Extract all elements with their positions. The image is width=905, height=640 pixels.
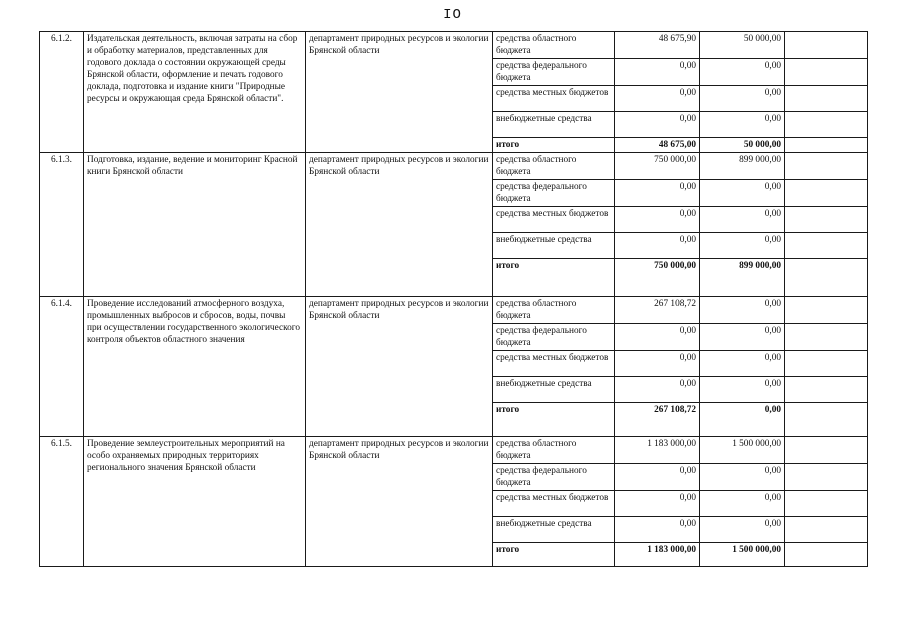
amount-year-1: 750 000,00 xyxy=(615,153,700,180)
amount-year-2: 0,00 xyxy=(700,464,785,491)
item-number: 6.1.5. xyxy=(40,437,84,567)
amount-year-2: 0,00 xyxy=(700,517,785,543)
total-label: итого xyxy=(493,403,615,437)
table-row xyxy=(40,437,868,464)
item-title: Проведение землеустроительных мероприятий на особо охраняемых природных территориях регионального значения Брянской области xyxy=(84,437,306,567)
amount-year-2: 0,00 xyxy=(700,59,785,86)
amount-year-2: 0,00 xyxy=(700,351,785,377)
empty-cell xyxy=(785,324,868,351)
amount-year-1: 0,00 xyxy=(615,324,700,351)
empty-cell xyxy=(785,403,868,437)
amount-year-2: 0,00 xyxy=(700,377,785,403)
funding-source: внебюджетные средства xyxy=(493,377,615,403)
funding-source: средства областного бюджета xyxy=(493,153,615,180)
page-number: IO xyxy=(443,7,462,23)
funding-source: средства местных бюджетов xyxy=(493,207,615,233)
amount-year-2: 0,00 xyxy=(700,86,785,112)
item-title: Проведение исследований атмосферного воздуха, промышленных выбросов и сбросов, воды, почвы при осуществлении государственного экологического контроля объектов областного значения xyxy=(84,297,306,437)
amount-year-2: 1 500 000,00 xyxy=(700,543,785,567)
item-title: Издательская деятельность, включая затраты на сбор и обработку материалов, представленных для годового доклада о состоянии окружающей среды Брянской области, оформление и печать годового доклада, подготовка и издание книги "Природные ресурсы и окружающая среда Брянской области". xyxy=(84,32,306,153)
empty-cell xyxy=(785,543,868,567)
amount-year-1: 750 000,00 xyxy=(615,259,700,297)
amount-year-1: 267 108,72 xyxy=(615,297,700,324)
funding-source: внебюджетные средства xyxy=(493,517,615,543)
amount-year-2: 1 500 000,00 xyxy=(700,437,785,464)
item-title: Подготовка, издание, ведение и мониторинг Красной книги Брянской области xyxy=(84,153,306,297)
empty-cell xyxy=(785,112,868,138)
funding-source: средства областного бюджета xyxy=(493,437,615,464)
item-executor: департамент природных ресурсов и экологии Брянской области xyxy=(306,153,493,297)
amount-year-1: 267 108,72 xyxy=(615,403,700,437)
empty-cell xyxy=(785,32,868,59)
funding-source: средства местных бюджетов xyxy=(493,86,615,112)
amount-year-1: 0,00 xyxy=(615,517,700,543)
funding-source: внебюджетные средства xyxy=(493,112,615,138)
funding-source: средства федерального бюджета xyxy=(493,180,615,207)
amount-year-1: 0,00 xyxy=(615,464,700,491)
empty-cell xyxy=(785,233,868,259)
amount-year-2: 50 000,00 xyxy=(700,32,785,59)
empty-cell xyxy=(785,180,868,207)
empty-cell xyxy=(785,207,868,233)
amount-year-1: 48 675,90 xyxy=(615,32,700,59)
amount-year-2: 0,00 xyxy=(700,233,785,259)
empty-cell xyxy=(785,59,868,86)
item-executor: департамент природных ресурсов и экологии Брянской области xyxy=(306,437,493,567)
empty-cell xyxy=(785,259,868,297)
amount-year-2: 50 000,00 xyxy=(700,138,785,153)
table-body xyxy=(40,32,868,567)
amount-year-2: 899 000,00 xyxy=(700,259,785,297)
empty-cell xyxy=(785,377,868,403)
funding-source: средства федерального бюджета xyxy=(493,59,615,86)
funding-source: средства федерального бюджета xyxy=(493,324,615,351)
funding-source: средства областного бюджета xyxy=(493,297,615,324)
table-row xyxy=(40,32,868,59)
item-number: 6.1.4. xyxy=(40,297,84,437)
empty-cell xyxy=(785,153,868,180)
amount-year-1: 0,00 xyxy=(615,233,700,259)
funding-source: средства местных бюджетов xyxy=(493,491,615,517)
funding-source: средства областного бюджета xyxy=(493,32,615,59)
item-executor: департамент природных ресурсов и экологии Брянской области xyxy=(306,297,493,437)
amount-year-1: 48 675,00 xyxy=(615,138,700,153)
amount-year-2: 0,00 xyxy=(700,324,785,351)
amount-year-2: 0,00 xyxy=(700,297,785,324)
total-label: итого xyxy=(493,259,615,297)
item-number: 6.1.2. xyxy=(40,32,84,153)
funding-source: внебюджетные средства xyxy=(493,233,615,259)
amount-year-2: 899 000,00 xyxy=(700,153,785,180)
amount-year-1: 0,00 xyxy=(615,59,700,86)
amount-year-1: 0,00 xyxy=(615,351,700,377)
amount-year-1: 0,00 xyxy=(615,491,700,517)
empty-cell xyxy=(785,437,868,464)
funding-source: средства местных бюджетов xyxy=(493,351,615,377)
empty-cell xyxy=(785,138,868,153)
amount-year-1: 0,00 xyxy=(615,180,700,207)
amount-year-2: 0,00 xyxy=(700,112,785,138)
funding-source: средства федерального бюджета xyxy=(493,464,615,491)
empty-cell xyxy=(785,491,868,517)
empty-cell xyxy=(785,464,868,491)
empty-cell xyxy=(785,297,868,324)
table-row xyxy=(40,153,868,180)
total-label: итого xyxy=(493,543,615,567)
amount-year-2: 0,00 xyxy=(700,180,785,207)
amount-year-1: 1 183 000,00 xyxy=(615,437,700,464)
amount-year-2: 0,00 xyxy=(700,403,785,437)
empty-cell xyxy=(785,351,868,377)
amount-year-2: 0,00 xyxy=(700,491,785,517)
amount-year-1: 0,00 xyxy=(615,86,700,112)
empty-cell xyxy=(785,517,868,543)
amount-year-1: 1 183 000,00 xyxy=(615,543,700,567)
amount-year-2: 0,00 xyxy=(700,207,785,233)
amount-year-1: 0,00 xyxy=(615,207,700,233)
amount-year-1: 0,00 xyxy=(615,377,700,403)
total-label: итого xyxy=(493,138,615,153)
amount-year-1: 0,00 xyxy=(615,112,700,138)
empty-cell xyxy=(785,86,868,112)
item-executor: департамент природных ресурсов и экологии Брянской области xyxy=(306,32,493,153)
table-row xyxy=(40,297,868,324)
budget-table xyxy=(39,31,868,567)
item-number: 6.1.3. xyxy=(40,153,84,297)
